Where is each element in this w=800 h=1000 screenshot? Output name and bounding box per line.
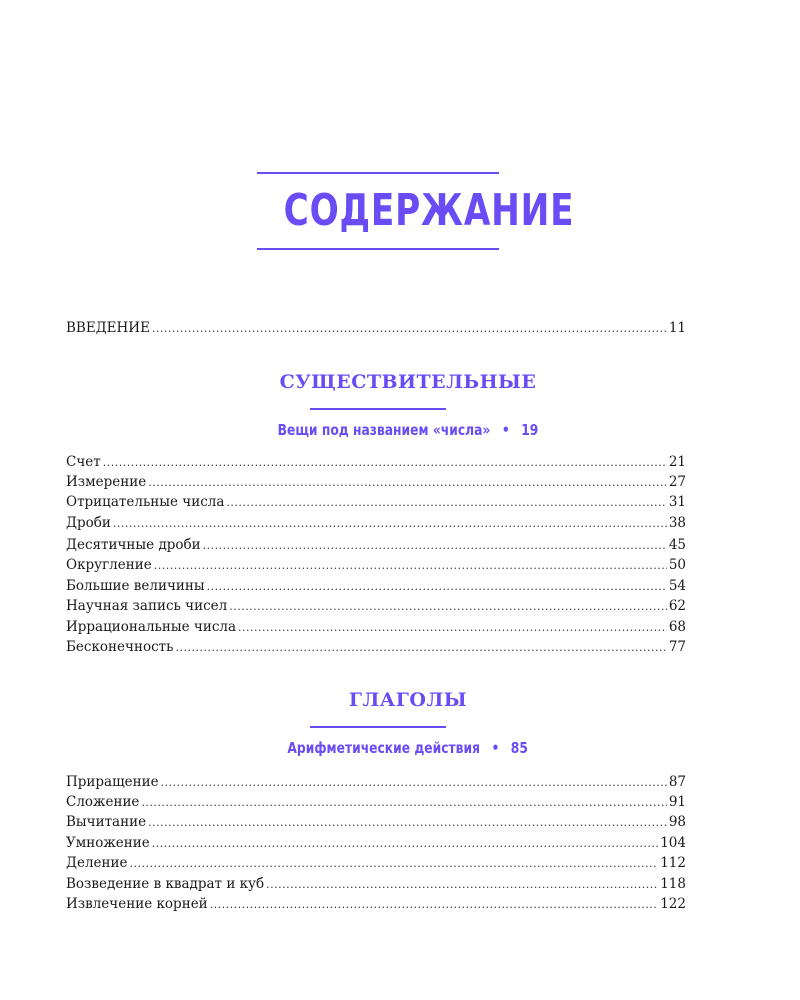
dot-leader: [238, 618, 667, 638]
toc-entry-page: 98: [668, 814, 686, 830]
subheading-label: Вещи под названием «числа»: [277, 421, 491, 439]
toc-entry[interactable]: [66, 555, 686, 576]
dot-leader: [161, 773, 667, 793]
toc-entry-page: 50: [668, 557, 686, 573]
toc-entry-label: Измерение: [66, 474, 147, 490]
dot-leader: [203, 536, 667, 556]
dot-leader: [229, 597, 667, 617]
subheading-label: Арифметические действия: [287, 739, 481, 757]
toc-entry-label: ВВЕДЕНИЕ: [66, 320, 150, 336]
toc-entry[interactable]: [66, 596, 686, 617]
toc-entry-label: Возведение в квадрат и куб: [66, 876, 265, 892]
subheading-page: 19: [521, 421, 539, 439]
toc-entry[interactable]: [66, 513, 686, 534]
section-heading-verbs: ГЛАГОЛЫ: [348, 689, 468, 711]
dot-leader: [152, 319, 667, 339]
toc-entry-label: Дроби: [66, 515, 111, 531]
bullet-separator: •: [491, 739, 500, 757]
dot-leader: [152, 834, 658, 854]
toc-entry-label: Вычитание: [66, 814, 147, 830]
dot-leader: [210, 895, 659, 915]
toc-entry-label: Сложение: [66, 794, 140, 810]
title-bottom-rule: [257, 248, 499, 250]
toc-entry-page: 38: [668, 515, 686, 531]
toc-entry[interactable]: [66, 535, 686, 556]
toc-entry-label: Научная запись чисел: [66, 598, 228, 614]
page-title: СОДЕРЖАНИЕ: [283, 185, 575, 236]
dot-leader: [207, 577, 667, 597]
section-subheading-nouns: [150, 421, 666, 439]
toc-entry-page: 21: [668, 454, 686, 470]
bullet-separator: •: [501, 421, 510, 439]
toc-entry-label: Приращение: [66, 774, 159, 790]
toc-entry-page: 31: [668, 494, 686, 510]
toc-entry-label: Округление: [66, 557, 152, 573]
dot-leader: [175, 638, 666, 658]
toc-entry-page: 77: [668, 639, 686, 655]
toc-entry-page: 104: [660, 835, 686, 851]
dot-leader: [226, 493, 666, 513]
toc-entry-page: 118: [660, 876, 686, 892]
section-heading-nouns: СУЩЕСТВИТЕЛЬНЫЕ: [279, 371, 537, 393]
toc-entry-label: Десятичные дроби: [66, 537, 201, 553]
toc-entry[interactable]: [66, 833, 686, 854]
toc-entry[interactable]: [66, 894, 686, 915]
toc-entry-page: 11: [668, 320, 686, 336]
toc-entry-intro[interactable]: [66, 318, 686, 339]
section-subheading-verbs: [150, 739, 666, 757]
toc-entry-label: Умножение: [66, 835, 150, 851]
section-rule-nouns: [310, 408, 446, 410]
dot-leader: [103, 453, 667, 473]
toc-entry-label: Счет: [66, 454, 101, 470]
dot-leader: [130, 854, 659, 874]
toc-entry-page: 112: [660, 855, 686, 871]
toc-entry-page: 45: [668, 537, 686, 553]
toc-entry-page: 62: [668, 598, 686, 614]
title-block: [257, 172, 575, 250]
subheading-page: 85: [511, 739, 529, 757]
toc-entry-label: Иррациональные числа: [66, 619, 237, 635]
toc-entry[interactable]: [66, 853, 686, 874]
toc-entry[interactable]: [66, 576, 686, 597]
dot-leader: [148, 473, 667, 493]
toc-entry-page: 68: [668, 619, 686, 635]
toc-entry[interactable]: [66, 792, 686, 813]
section-rule-verbs: [310, 726, 446, 728]
toc-entry[interactable]: [66, 772, 686, 793]
dot-leader: [266, 875, 658, 895]
dot-leader: [113, 514, 667, 534]
toc-entry-page: 91: [668, 794, 686, 810]
toc-entry-label: Отрицательные числа: [66, 494, 225, 510]
toc-entry-label: Извлечение корней: [66, 896, 208, 912]
toc-entry-label: Большие величины: [66, 578, 205, 594]
toc-entry-label: Деление: [66, 855, 128, 871]
dot-leader: [148, 813, 667, 833]
toc-entry-page: 54: [668, 578, 686, 594]
toc-entry-page: 27: [668, 474, 686, 490]
toc-entry[interactable]: [66, 812, 686, 833]
dot-leader: [154, 556, 667, 576]
toc-entry-page: 122: [660, 896, 686, 912]
toc-entry[interactable]: [66, 874, 686, 895]
toc-entry-label: Бесконечность: [66, 639, 174, 655]
dot-leader: [141, 793, 666, 813]
toc-entry[interactable]: [66, 452, 686, 473]
toc-entry[interactable]: [66, 472, 686, 493]
toc-entry[interactable]: [66, 637, 686, 658]
toc-entry-page: 87: [668, 774, 686, 790]
toc-entry[interactable]: [66, 492, 686, 513]
toc-entry[interactable]: [66, 617, 686, 638]
